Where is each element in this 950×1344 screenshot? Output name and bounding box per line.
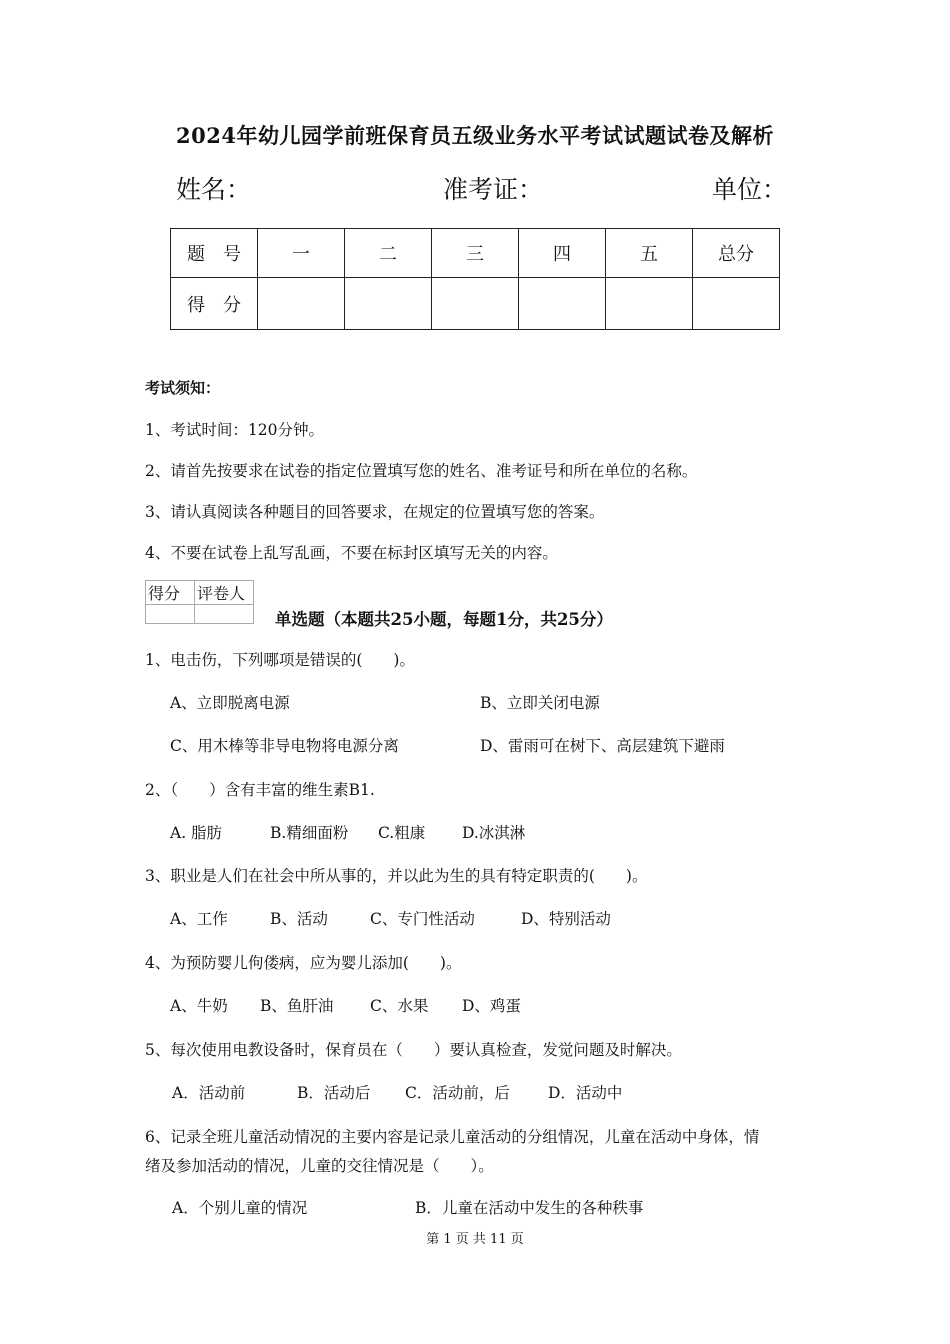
q4-option-b: B、鱼肝油: [260, 997, 334, 1015]
score-cell-3[interactable]: [432, 278, 519, 330]
notice-heading: 考试须知：: [145, 379, 221, 397]
question-2-stem: 2、（ ）含有丰富的维生素B1.: [145, 781, 375, 799]
score-table-header-row: [171, 229, 780, 278]
page-title: 2024年幼儿园学前班保育员五级业务水平考试试题试卷及解析: [176, 123, 774, 148]
score-table-score-row: [171, 278, 780, 330]
q1-option-a: A、立即脱离电源: [170, 694, 290, 712]
score-cell-4[interactable]: [519, 278, 606, 330]
question-6-stem-line-1: 6、记录全班儿童活动情况的主要内容是记录儿童活动的分组情况，儿童在活动中身体，情: [145, 1128, 760, 1146]
question-5-stem: 5、每次使用电教设备时，保育员在（ ）要认真检查，发觉问题及时解决。: [145, 1041, 682, 1059]
notice-item-3: 3、请认真阅读各种题目的回答要求，在规定的位置填写您的答案。: [145, 503, 605, 521]
q2-option-a: A. 脂肪: [170, 824, 223, 842]
grader-name-cell[interactable]: [195, 605, 254, 624]
q2-option-b: B.精细面粉: [270, 824, 349, 842]
q1-option-c: C、用木棒等非导电物将电源分离: [170, 737, 399, 755]
question-6-stem-line-2: 绪及参加活动的情况，儿童的交往情况是（ ）。: [145, 1157, 494, 1175]
exam-id-label: 准考证：: [443, 175, 544, 204]
question-3-stem: 3、职业是人们在社会中所从事的，并以此为生的具有特定职责的( )。: [145, 867, 648, 885]
score-cell-1[interactable]: [258, 278, 345, 330]
score-cell-total[interactable]: [693, 278, 780, 330]
score-row-label: 得 分: [171, 278, 258, 330]
grader-score-label: 得分: [146, 581, 195, 605]
q5-option-b: B．活动后: [297, 1084, 371, 1102]
q2-option-d: D.冰淇淋: [462, 824, 526, 842]
q4-option-d: D、鸡蛋: [462, 997, 521, 1015]
q5-option-c: C．活动前，后: [405, 1084, 510, 1102]
q2-option-c: C.粗康: [378, 824, 426, 842]
q3-option-d: D、特别活动: [521, 910, 611, 928]
unit-label: 单位：: [712, 175, 788, 204]
q3-option-c: C、专门性活动: [370, 910, 475, 928]
q6-option-b: B．儿童在活动中发生的各种秩事: [415, 1199, 644, 1217]
question-4-stem: 4、为预防婴儿佝偻病，应为婴儿添加( )。: [145, 954, 462, 972]
notice-item-2: 2、请首先按要求在试卷的指定位置填写您的姓名、准考证号和所在单位的名称。: [145, 462, 698, 480]
q1-option-d: D、雷雨可在树下、高层建筑下避雨: [480, 737, 725, 755]
score-cell-2[interactable]: [345, 278, 432, 330]
name-label: 姓名：: [176, 175, 252, 204]
header-part-2: 二: [345, 229, 432, 278]
header-part-3: 三: [432, 229, 519, 278]
q5-option-d: D．活动中: [548, 1084, 623, 1102]
notice-item-4: 4、不要在试卷上乱写乱画，不要在标封区填写无关的内容。: [145, 544, 558, 562]
q3-option-b: B、活动: [270, 910, 328, 928]
q4-option-a: A、牛奶: [170, 997, 228, 1015]
page-footer: 第 1 页 共 11 页: [426, 1232, 524, 1247]
q1-option-b: B、立即关闭电源: [480, 694, 600, 712]
score-table: [170, 228, 780, 330]
score-cell-5[interactable]: [606, 278, 693, 330]
q4-option-c: C、水果: [370, 997, 429, 1015]
header-part-5: 五: [606, 229, 693, 278]
q6-option-a: A．个别儿童的情况: [172, 1199, 308, 1217]
section-title: 单选题（本题共25小题，每题1分，共25分）: [275, 610, 613, 629]
question-1-stem: 1、电击伤，下列哪项是错误的( )。: [145, 651, 415, 669]
grader-box: [145, 580, 254, 624]
q5-option-a: A．活动前: [172, 1084, 246, 1102]
header-total: 总分: [693, 229, 780, 278]
grader-name-label: 评卷人: [195, 581, 254, 605]
q3-option-a: A、工作: [170, 910, 228, 928]
grader-score-cell[interactable]: [146, 605, 195, 624]
header-part-1: 一: [258, 229, 345, 278]
header-part-4: 四: [519, 229, 606, 278]
notice-item-1: 1、考试时间：120分钟。: [145, 421, 324, 439]
header-question-number: 题 号: [171, 229, 258, 278]
